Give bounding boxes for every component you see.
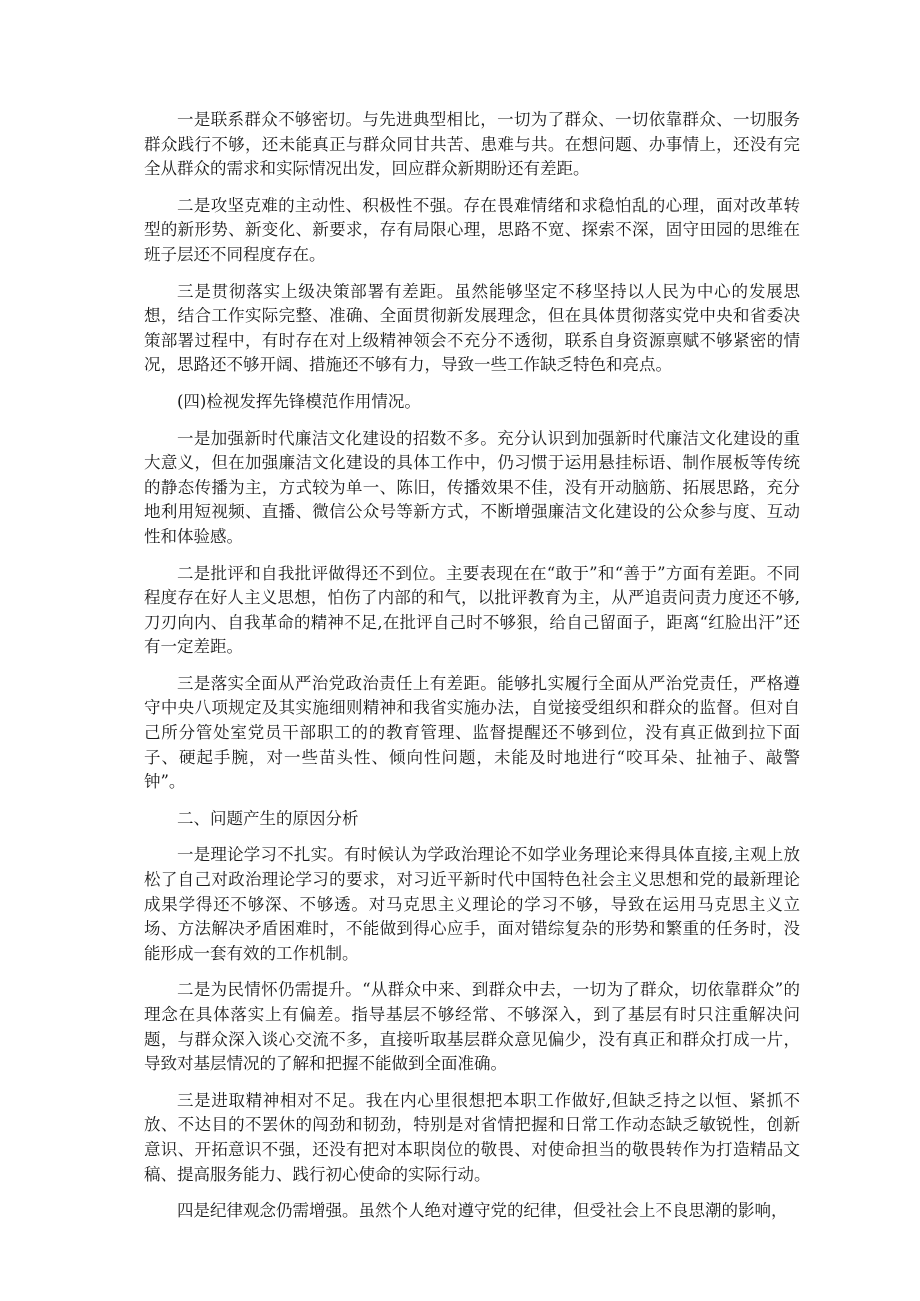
document-body	[144, 108, 800, 1236]
paragraph-enterprising-spirit: 三是进取精神相对不足。我在内心里很想把本职工作做好,但缺乏持之以恒、紧抓不放、不达目的不罢休的闯劲和韧劲，特别是对省情把握和日常工作动态缺乏敏锐性，创新意识、开拓意识不强，还没有把对本职岗位的敬畏、对使命担当的敬畏转作为打造精品文稿、提高服务能力、践行初心使命的实际行动。	[144, 1090, 800, 1184]
paragraph-contact-masses: 一是联系群众不够密切。与先进典型相比，一切为了群众、一切依靠群众、一切服务群众践行不够，还未能真正与群众同甘共苦、患难与共。在想问题、办事情上，还没有完全从群众的需求和实际情况出发，回应群众新期盼还有差距。	[144, 110, 800, 179]
paragraph-party-discipline-responsibility: 三是落实全面从严治党政治责任上有差距。能够扎实履行全面从严治党责任，严格遵守中央八项规定及其实施细则精神和我省实施办法，自觉接受组织和群众的监督。但对自己所分管处室党员干部职工的的教育管理、监督提醒还不够到位，没有真正做到拉下面子、硬起手腕，对一些苗头性、倾向性问题，未能及时地进行“咬耳朵、扯袖子、敲警钟”。	[144, 673, 800, 792]
subheading-vanguard-role: (四)检视发挥先锋模范作用情况。	[177, 391, 421, 411]
paragraph-discipline-awareness: 四是纪律观念仍需增强。虽然个人绝对遵守党的纪律，但受社会上不良思潮的影响，	[177, 1201, 788, 1221]
paragraph-implement-decisions: 三是贯彻落实上级决策部署有差距。虽然能够坚定不移坚持以人民为中心的发展思想，结合工作实际完整、准确、全面贯彻新发展理念，但在具体贯彻落实党中央和省委决策部署过程中，有时存在对上级精神领会不充分不透彻，联系自身资源禀赋不够紧密的情况，思路还不够开阔、措施还不够有力，导致一些工作缺乏特色和亮点。	[144, 281, 800, 375]
paragraph-overcome-difficulties: 二是攻坚克难的主动性、积极性不强。存在畏难情绪和求稳怕乱的心理，面对改革转型的新形势、新变化、新要求，存有局限心理，思路不宽、探索不深，固守田园的思维在班子层还不同程度存在。	[144, 195, 800, 264]
section-heading-cause-analysis: 二、问题产生的原因分析	[177, 808, 359, 828]
paragraph-criticism: 二是批评和自我批评做得还不到位。主要表现在在“敢于”和“善于”方面有差距。不同程度存在好人主义思想，怕伤了内部的和气，以批评教育为主，从严追责问责力度还不够,刀刃向内、自我革命的精神不足,在批评自己时不够狠，给自己留面子，距离“红脸出汗”还有一定差距。	[144, 563, 800, 657]
paragraph-people-sentiment: 二是为民情怀仍需提升。“从群众中来、到群众中去，一切为了群众，切依靠群众”的理念在具体落实上有偏差。指导基层不够经常、不够深入，到了基层有时只注重解决问题，与群众深入谈心交流不多，直接听取基层群众意见偏少，没有真正和群众打成一片，导致对基层情况的了解和把握不能做到全面准确。	[144, 980, 800, 1074]
paragraph-integrity-culture: 一是加强新时代廉洁文化建设的招数不多。充分认识到加强新时代廉洁文化建设的重大意义，但在加强廉洁文化建设的具体工作中，仍习惯于运用悬挂标语、制作展板等传统的静态传播为主，方式较为单一、陈旧，传播效果不佳，没有开动脑筋、拓展思路，充分地利用短视频、直播、微信公众号等新方式，不断增强廉洁文化建设的公众参与度、互动性和体验感。	[144, 428, 800, 546]
paragraph-theory-study: 一是理论学习不扎实。有时候认为学政治理论不如学业务理论来得具体直接,主观上放松了自己对政治理论学习的要求，对习近平新时代中国特色社会主义思想和党的最新理论成果学得还不够深、不够透。对马克思主义理论的学习不够，导致在运用马克思主义立场、方法解决矛盾困难时，不能做到得心应手，面对错综复杂的形势和繁重的任务时，没能形成一套有效的工作机制。	[144, 845, 800, 963]
